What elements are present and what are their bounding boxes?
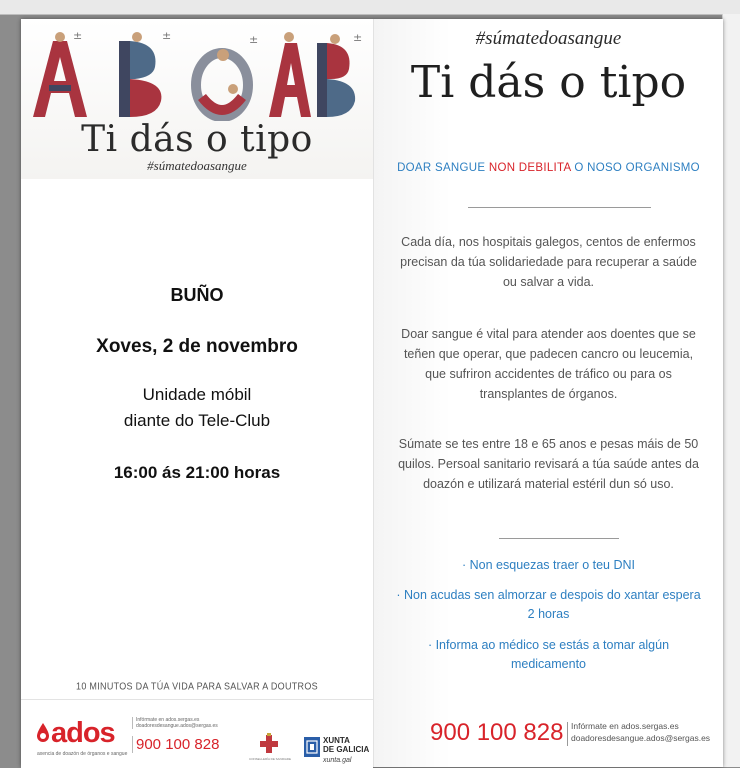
window-side-strip	[722, 14, 740, 767]
paragraph-1: Cada día, nos hospitais galegos, centos de enfermos precisan da túa solidariedade para recuperar a saúde ou salvar a vida.	[400, 235, 697, 289]
blood-drop-icon	[35, 722, 51, 744]
right-subtitle	[374, 162, 723, 174]
subtitle-part2: NON DEBILITA	[488, 162, 571, 174]
right-info	[571, 720, 710, 744]
letter-o-figure	[196, 33, 258, 117]
hero-hashtag: #súmatedoasangue	[147, 158, 247, 173]
flyer-page	[21, 19, 723, 767]
xunta-web: xunta.gal	[323, 757, 352, 764]
svg-text:±: ±	[73, 29, 83, 42]
letter-ab-figure	[269, 31, 362, 117]
event-place-line2: diante do Tele-Club	[123, 411, 271, 430]
hero-title: Ti dás o tipo	[81, 119, 313, 160]
divider-line-short	[499, 538, 619, 539]
right-phone: 900 100 828	[430, 719, 564, 746]
ados-info-line1: Infórmate en ados.sergas.es	[136, 717, 200, 723]
blood-type-letters-image	[27, 27, 367, 121]
paragraph-2: Doar sangue é vital para atender aos doentes que se teñen que operar, que padecen cancro ou leucemia, que sufriron accidentes de tráfico ou para os transplantes de órganos.	[401, 327, 696, 401]
event-time: 16:00 ás 21:00 horas	[113, 463, 281, 482]
right-title: Ti dás o tipo	[410, 57, 687, 108]
svg-text:±: ±	[353, 31, 363, 44]
subtitle-part1: DOAR SANGUE	[397, 162, 489, 174]
sanidade-crest-icon	[255, 733, 283, 755]
bullet-3: · Informa ao médico se estás a tomar algún medicamento	[427, 638, 670, 671]
paragraph-3: Súmate se tes entre 18 e 65 anos e pesas máis de 50 quilos. Persoal sanitario revisará a túa saúde antes da doazón e utilizará material estéril dun só uso.	[398, 437, 699, 491]
hero-banner	[21, 19, 373, 179]
ados-phone: 900 100 828	[132, 736, 219, 753]
letter-a-figure	[33, 29, 87, 117]
bullet-1: · Non esquezas traer o teu DNI	[462, 558, 635, 572]
ados-tagline: axencia de doazón de órganos e sangue	[37, 751, 128, 757]
svg-text:±: ±	[162, 29, 172, 42]
slogan: 10 MINUTOS DA TÚA VIDA PARA SALVAR A DOUTROS	[76, 680, 318, 692]
svg-text:±: ±	[249, 33, 259, 46]
bullet-2: · Non acudas sen almorzar e despois do xantar espera 2 horas	[396, 588, 701, 621]
ados-logo: ados	[51, 717, 115, 749]
xunta-name	[323, 736, 369, 754]
crest-caption: CONSELLERÍA DE SANIDADE	[248, 757, 291, 761]
event-place-line1: Unidade móbil	[142, 385, 252, 404]
window-top-bar	[0, 0, 740, 15]
event-town: BUÑO	[170, 285, 224, 305]
xunta-line1: XUNTA	[323, 736, 350, 745]
right-footer	[374, 715, 723, 767]
right-info-line1: Infórmate en ados.sergas.es	[571, 721, 679, 731]
letter-b-figure	[119, 29, 171, 117]
right-panel	[374, 19, 723, 767]
divider-line	[468, 207, 651, 208]
footer-separator	[567, 722, 568, 746]
subtitle-part3: O NOSO ORGANISMO	[570, 162, 700, 174]
xunta-line2: DE GALICIA	[323, 745, 370, 754]
left-footer	[21, 699, 373, 768]
right-hashtag: #súmatedoasangue	[475, 28, 622, 49]
xunta-emblem-icon	[304, 737, 320, 757]
ados-info-line2: doadoresdesangue.ados@sergas.es	[136, 723, 218, 729]
left-panel	[21, 19, 373, 767]
ados-info	[132, 717, 218, 729]
right-info-line2: doadoresdesangue.ados@sergas.es	[571, 733, 711, 743]
event-date: Xoves, 2 de novembro	[96, 336, 298, 357]
